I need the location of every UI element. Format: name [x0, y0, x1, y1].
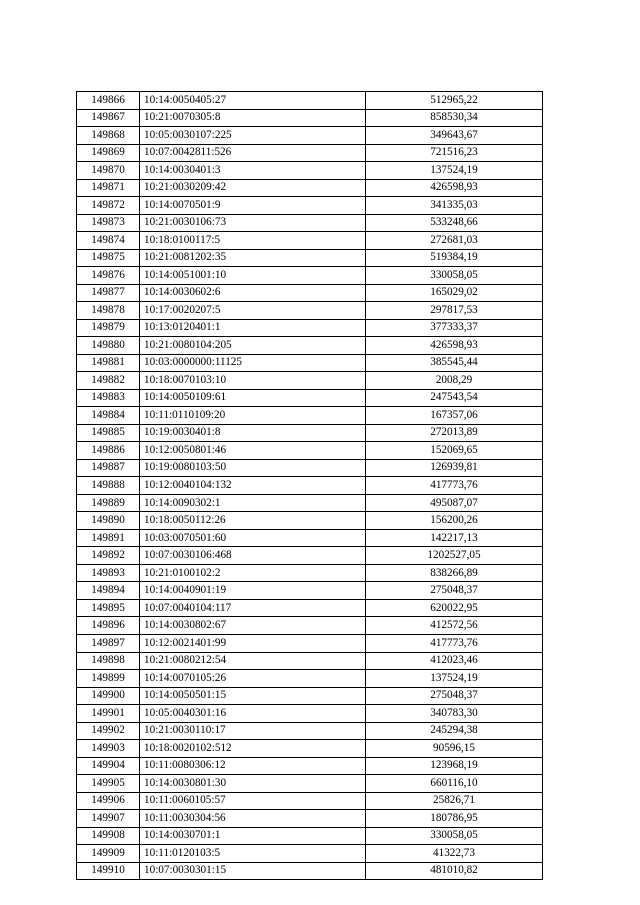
cadastral-number-cell: 10:19:0030401:8 — [140, 424, 366, 442]
amount-cell: 426598,93 — [366, 337, 543, 355]
row-number-cell: 149898 — [77, 652, 140, 670]
amount-cell: 137524,19 — [366, 162, 543, 180]
table-row — [77, 722, 543, 740]
table-row — [77, 389, 543, 407]
row-number-cell: 149875 — [77, 249, 140, 267]
table-row — [77, 109, 543, 127]
table-row — [77, 564, 543, 582]
cadastral-number-cell: 10:14:0050501:15 — [140, 687, 366, 705]
cadastral-number-cell: 10:18:0050112:26 — [140, 512, 366, 530]
row-number-cell: 149885 — [77, 424, 140, 442]
amount-cell: 25826,71 — [366, 792, 543, 810]
amount-cell: 512965,22 — [366, 92, 543, 110]
cadastral-number-cell: 10:14:0070501:9 — [140, 197, 366, 215]
table-row — [77, 757, 543, 775]
row-number-cell: 149873 — [77, 214, 140, 232]
cadastral-number-cell: 10:12:0040104:132 — [140, 477, 366, 495]
table-row — [77, 284, 543, 302]
cadastral-number-cell: 10:21:0030106:73 — [140, 214, 366, 232]
cadastral-number-cell: 10:19:0080103:50 — [140, 459, 366, 477]
row-number-cell: 149866 — [77, 92, 140, 110]
cadastral-number-cell: 10:14:0050405:27 — [140, 92, 366, 110]
row-number-cell: 149867 — [77, 109, 140, 127]
table-row — [77, 740, 543, 758]
table-row — [77, 372, 543, 390]
data-table — [76, 91, 543, 880]
table-row — [77, 547, 543, 565]
row-number-cell: 149909 — [77, 845, 140, 863]
amount-cell: 330058,05 — [366, 827, 543, 845]
amount-cell: 417773,76 — [366, 634, 543, 652]
amount-cell: 297817,53 — [366, 302, 543, 320]
cadastral-number-cell: 10:21:0081202:35 — [140, 249, 366, 267]
table-row — [77, 582, 543, 600]
table-row — [77, 302, 543, 320]
row-number-cell: 149907 — [77, 810, 140, 828]
amount-cell: 417773,76 — [366, 477, 543, 495]
cadastral-number-cell: 10:17:0020207:5 — [140, 302, 366, 320]
table-row — [77, 319, 543, 337]
amount-cell: 247543,54 — [366, 389, 543, 407]
row-number-cell: 149870 — [77, 162, 140, 180]
table-row — [77, 494, 543, 512]
row-number-cell: 149878 — [77, 302, 140, 320]
cadastral-number-cell: 10:18:0020102:512 — [140, 740, 366, 758]
amount-cell: 340783,30 — [366, 705, 543, 723]
table-row — [77, 162, 543, 180]
amount-cell: 533248,66 — [366, 214, 543, 232]
cadastral-number-cell: 10:14:0051001:10 — [140, 267, 366, 285]
row-number-cell: 149886 — [77, 442, 140, 460]
table-row — [77, 862, 543, 880]
row-number-cell: 149884 — [77, 407, 140, 425]
amount-cell: 1202527,05 — [366, 547, 543, 565]
row-number-cell: 149904 — [77, 757, 140, 775]
amount-cell: 272013,89 — [366, 424, 543, 442]
cadastral-number-cell: 10:14:0030401:3 — [140, 162, 366, 180]
row-number-cell: 149872 — [77, 197, 140, 215]
cadastral-number-cell: 10:21:0080212:54 — [140, 652, 366, 670]
table-row — [77, 670, 543, 688]
table-row — [77, 459, 543, 477]
cadastral-number-cell: 10:14:0040901:19 — [140, 582, 366, 600]
row-number-cell: 149903 — [77, 740, 140, 758]
cadastral-number-cell: 10:13:0120401:1 — [140, 319, 366, 337]
cadastral-number-cell: 10:14:0050109:61 — [140, 389, 366, 407]
cadastral-number-cell: 10:07:0030106:468 — [140, 547, 366, 565]
amount-cell: 245294,38 — [366, 722, 543, 740]
table-row — [77, 337, 543, 355]
row-number-cell: 149894 — [77, 582, 140, 600]
table-row — [77, 652, 543, 670]
row-number-cell: 149896 — [77, 617, 140, 635]
amount-cell: 330058,05 — [366, 267, 543, 285]
amount-cell: 123968,19 — [366, 757, 543, 775]
row-number-cell: 149901 — [77, 705, 140, 723]
amount-cell: 660116,10 — [366, 775, 543, 793]
row-number-cell: 149868 — [77, 127, 140, 145]
cadastral-number-cell: 10:14:0030802:67 — [140, 617, 366, 635]
cadastral-number-cell: 10:07:0042811:526 — [140, 144, 366, 162]
row-number-cell: 149890 — [77, 512, 140, 530]
amount-cell: 495087,07 — [366, 494, 543, 512]
table-row — [77, 634, 543, 652]
cadastral-number-cell: 10:18:0100117:5 — [140, 232, 366, 250]
table-row — [77, 424, 543, 442]
table-row — [77, 232, 543, 250]
amount-cell: 2008,29 — [366, 372, 543, 390]
table-row — [77, 512, 543, 530]
row-number-cell: 149881 — [77, 354, 140, 372]
row-number-cell: 149879 — [77, 319, 140, 337]
amount-cell: 426598,93 — [366, 179, 543, 197]
cadastral-number-cell: 10:14:0030801:30 — [140, 775, 366, 793]
table-row — [77, 144, 543, 162]
row-number-cell: 149897 — [77, 634, 140, 652]
amount-cell: 275048,37 — [366, 687, 543, 705]
amount-cell: 412572,56 — [366, 617, 543, 635]
cadastral-number-cell: 10:21:0030110:17 — [140, 722, 366, 740]
row-number-cell: 149880 — [77, 337, 140, 355]
table-row — [77, 407, 543, 425]
amount-cell: 858530,34 — [366, 109, 543, 127]
table-row — [77, 792, 543, 810]
cadastral-number-cell: 10:21:0030209:42 — [140, 179, 366, 197]
row-number-cell: 149893 — [77, 564, 140, 582]
cadastral-number-cell: 10:11:0060105:57 — [140, 792, 366, 810]
amount-cell: 165029,02 — [366, 284, 543, 302]
cadastral-number-cell: 10:11:0120103:5 — [140, 845, 366, 863]
cadastral-number-cell: 10:21:0070305:8 — [140, 109, 366, 127]
amount-cell: 838266,89 — [366, 564, 543, 582]
cadastral-number-cell: 10:05:0030107:225 — [140, 127, 366, 145]
amount-cell: 519384,19 — [366, 249, 543, 267]
row-number-cell: 149899 — [77, 670, 140, 688]
amount-cell: 349643,67 — [366, 127, 543, 145]
row-number-cell: 149892 — [77, 547, 140, 565]
table-row — [77, 599, 543, 617]
row-number-cell: 149887 — [77, 459, 140, 477]
table-row — [77, 214, 543, 232]
row-number-cell: 149871 — [77, 179, 140, 197]
cadastral-number-cell: 10:21:0080104:205 — [140, 337, 366, 355]
row-number-cell: 149905 — [77, 775, 140, 793]
row-number-cell: 149869 — [77, 144, 140, 162]
amount-cell: 142217,13 — [366, 529, 543, 547]
amount-cell: 721516,23 — [366, 144, 543, 162]
amount-cell: 167357,06 — [366, 407, 543, 425]
row-number-cell: 149910 — [77, 862, 140, 880]
amount-cell: 126939,81 — [366, 459, 543, 477]
row-number-cell: 149902 — [77, 722, 140, 740]
table-row — [77, 845, 543, 863]
amount-cell: 620022,95 — [366, 599, 543, 617]
table-row — [77, 127, 543, 145]
table-row — [77, 354, 543, 372]
cadastral-number-cell: 10:05:0040301:16 — [140, 705, 366, 723]
table-row — [77, 705, 543, 723]
cadastral-number-cell: 10:11:0080306:12 — [140, 757, 366, 775]
row-number-cell: 149889 — [77, 494, 140, 512]
table-row — [77, 477, 543, 495]
cadastral-number-cell: 10:07:0040104:117 — [140, 599, 366, 617]
amount-cell: 272681,03 — [366, 232, 543, 250]
amount-cell: 156200,26 — [366, 512, 543, 530]
table-body — [77, 92, 543, 880]
row-number-cell: 149900 — [77, 687, 140, 705]
amount-cell: 412023,46 — [366, 652, 543, 670]
amount-cell: 275048,37 — [366, 582, 543, 600]
cadastral-number-cell: 10:11:0030304:56 — [140, 810, 366, 828]
amount-cell: 385545,44 — [366, 354, 543, 372]
row-number-cell: 149906 — [77, 792, 140, 810]
table-row — [77, 617, 543, 635]
table-row — [77, 687, 543, 705]
table-row — [77, 827, 543, 845]
amount-cell: 481010,82 — [366, 862, 543, 880]
cadastral-number-cell: 10:03:0000000:11125 — [140, 354, 366, 372]
amount-cell: 152069,65 — [366, 442, 543, 460]
cadastral-number-cell: 10:14:0070105:26 — [140, 670, 366, 688]
amount-cell: 180786,95 — [366, 810, 543, 828]
table-row — [77, 529, 543, 547]
cadastral-number-cell: 10:11:0110109:20 — [140, 407, 366, 425]
row-number-cell: 149908 — [77, 827, 140, 845]
cadastral-number-cell: 10:07:0030301:15 — [140, 862, 366, 880]
row-number-cell: 149882 — [77, 372, 140, 390]
amount-cell: 137524,19 — [366, 670, 543, 688]
row-number-cell: 149874 — [77, 232, 140, 250]
table-row — [77, 267, 543, 285]
row-number-cell: 149877 — [77, 284, 140, 302]
table-row — [77, 179, 543, 197]
table-row — [77, 249, 543, 267]
cadastral-number-cell: 10:14:0030602:6 — [140, 284, 366, 302]
cadastral-number-cell: 10:21:0100102:2 — [140, 564, 366, 582]
cadastral-number-cell: 10:14:0030701:1 — [140, 827, 366, 845]
table-row — [77, 197, 543, 215]
row-number-cell: 149888 — [77, 477, 140, 495]
table-row — [77, 810, 543, 828]
cadastral-number-cell: 10:03:0070501:60 — [140, 529, 366, 547]
amount-cell: 341335,03 — [366, 197, 543, 215]
row-number-cell: 149891 — [77, 529, 140, 547]
cadastral-number-cell: 10:12:0050801:46 — [140, 442, 366, 460]
row-number-cell: 149895 — [77, 599, 140, 617]
cadastral-number-cell: 10:12:0021401:99 — [140, 634, 366, 652]
row-number-cell: 149883 — [77, 389, 140, 407]
table-row — [77, 442, 543, 460]
table-row — [77, 92, 543, 110]
amount-cell: 377333,37 — [366, 319, 543, 337]
table-row — [77, 775, 543, 793]
amount-cell: 90596,15 — [366, 740, 543, 758]
amount-cell: 41322,73 — [366, 845, 543, 863]
row-number-cell: 149876 — [77, 267, 140, 285]
cadastral-number-cell: 10:14:0090302:1 — [140, 494, 366, 512]
cadastral-number-cell: 10:18:0070103:10 — [140, 372, 366, 390]
